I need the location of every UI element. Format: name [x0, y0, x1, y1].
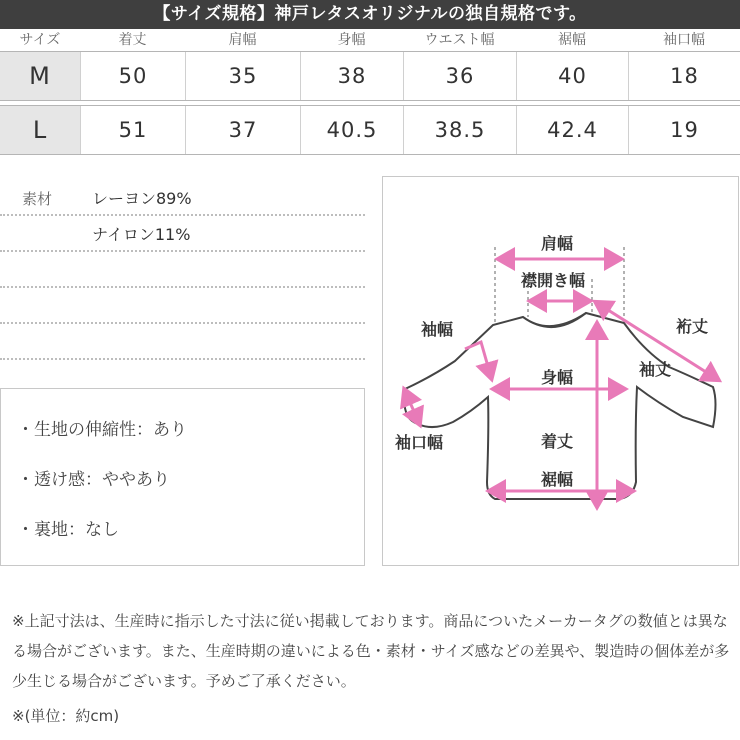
table-cell: 50 — [80, 52, 185, 100]
table-cell: 36 — [403, 52, 516, 100]
table-cell: 18 — [628, 52, 740, 100]
header-cuff: 袖口幅 — [663, 32, 705, 48]
material-section — [0, 180, 365, 360]
fabric-properties-box — [0, 388, 365, 566]
measurement-diagram — [382, 176, 739, 566]
label-hem: 裾幅 — [541, 470, 574, 489]
table-cell: 38 — [300, 52, 403, 100]
material-line — [0, 324, 365, 360]
material-line — [0, 180, 365, 216]
table-cell: 19 — [628, 106, 740, 154]
table-cell: 51 — [80, 106, 185, 154]
material-line — [0, 252, 365, 288]
property-sheerness: ・透け感：ややあり — [17, 470, 170, 490]
table-row — [0, 105, 740, 155]
unit-note: ※(単位：約cm) — [12, 707, 120, 725]
label-neck: 襟開き幅 — [521, 271, 586, 290]
table-cell: 35 — [185, 52, 300, 100]
property-lining: ・裏地：なし — [17, 520, 119, 540]
label-length: 着丈 — [541, 432, 574, 451]
label-sleeve-width: 袖幅 — [421, 320, 454, 339]
size-label: L — [0, 106, 80, 154]
material-value: ナイロン11% — [92, 225, 191, 244]
property-stretch: ・生地の伸縮性：あり — [17, 420, 187, 440]
header-hem: 裾幅 — [558, 32, 586, 48]
header-body-width: 身幅 — [337, 32, 366, 48]
size-label: M — [0, 52, 80, 100]
table-cell: 37 — [185, 106, 300, 154]
material-line — [0, 288, 365, 324]
table-cell: 38.5 — [403, 106, 516, 154]
header-shoulder: 肩幅 — [228, 32, 257, 48]
table-cell: 42.4 — [516, 106, 628, 154]
header-waist: ウエスト幅 — [424, 32, 495, 48]
label-sleeve-length: 袖丈 — [639, 360, 672, 379]
table-row — [0, 51, 740, 101]
label-cuff: 袖口幅 — [395, 433, 444, 452]
header-length: 着丈 — [118, 32, 147, 48]
label-shoulder: 肩幅 — [541, 234, 574, 253]
size-table — [0, 29, 740, 144]
table-cell: 40 — [516, 52, 628, 100]
label-body-width: 身幅 — [541, 368, 574, 387]
table-header — [0, 29, 740, 51]
table-cell: 40.5 — [300, 106, 403, 154]
material-label: 素材 — [22, 190, 53, 208]
label-yuki: 裄丈 — [676, 317, 709, 336]
material-line — [0, 216, 365, 252]
material-value: レーヨン89% — [92, 189, 192, 208]
size-spec-banner: 【サイズ規格】神戸レタスオリジナルの独自規格です。 — [0, 0, 740, 29]
measurement-note: ※上記寸法は、生産時に指示した寸法に従い掲載しております。商品についたメーカータグの数値とは異なる場合がございます。また、生産時期の違いによる色・素材・サイズ感などの差異や、製造時の個体差が多少生じる場合がございます。予めご了承ください。 — [12, 612, 730, 690]
header-size: サイズ — [19, 32, 61, 48]
